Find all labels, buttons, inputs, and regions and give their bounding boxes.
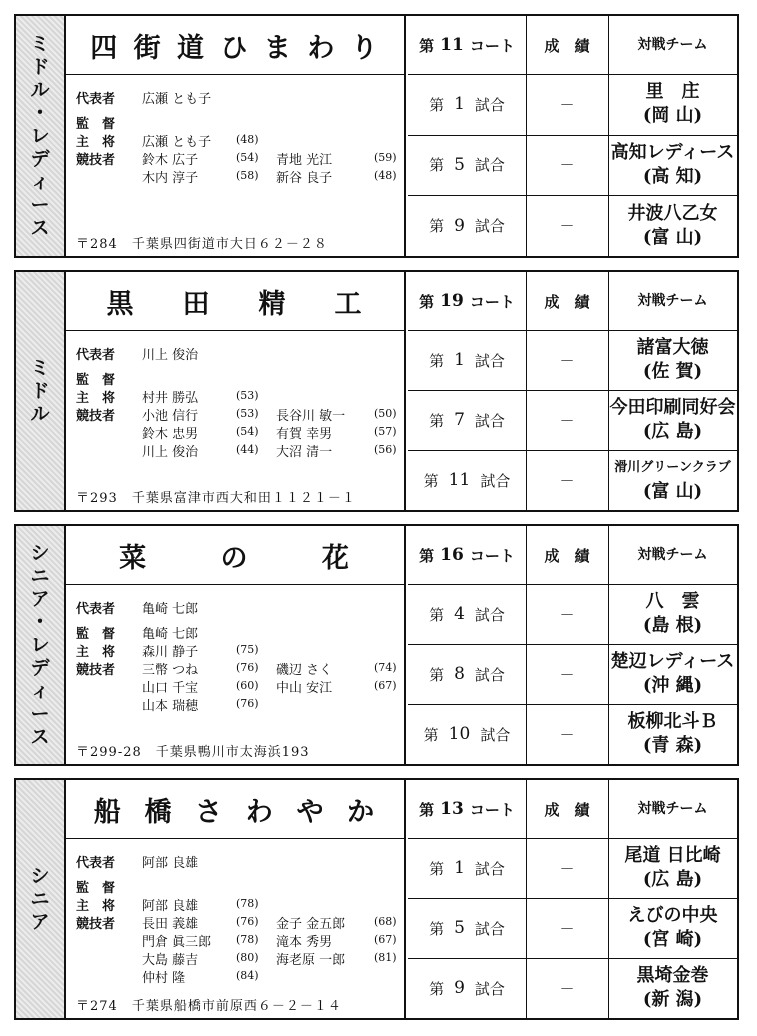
team-info <box>64 780 406 1018</box>
match-number <box>408 898 527 958</box>
match-number <box>408 644 527 704</box>
opponent-prefecture: (広 島) <box>642 421 703 442</box>
opponent-prefecture: (岡 山) <box>642 105 703 127</box>
player-name: 磯辺 さく <box>276 663 333 678</box>
captain-label: 主 将 <box>76 645 116 660</box>
representative-name: 阿部 良雄 <box>142 856 199 871</box>
match-result: － <box>526 584 609 644</box>
opponent <box>608 330 737 390</box>
captain-age: (53) <box>236 389 259 402</box>
team-card <box>14 270 739 512</box>
match-prefix: 第 <box>423 725 439 744</box>
match-num: 4 <box>454 604 465 624</box>
coach-name: 亀崎 七郎 <box>142 627 199 642</box>
opponent-prefecture: (富 山) <box>642 226 703 248</box>
player-age: (74) <box>374 661 397 674</box>
team-card <box>14 778 739 1020</box>
category-char: ス <box>30 216 50 239</box>
team-info <box>64 16 406 256</box>
match-prefix: 第 <box>429 605 445 624</box>
match-result: － <box>526 838 609 898</box>
team-name-char: 船 <box>93 796 121 828</box>
coach-label: 監 督 <box>76 117 116 132</box>
match-num: 7 <box>454 410 465 430</box>
player-name: 中山 安江 <box>276 681 333 696</box>
opponent <box>608 838 737 898</box>
team-name-char: や <box>296 796 324 828</box>
category-char: レ <box>30 124 50 147</box>
match-number <box>408 704 527 764</box>
match-num: 5 <box>454 918 465 938</box>
match-suffix: 試合 <box>474 979 505 998</box>
category-char: ド <box>30 55 50 78</box>
match-suffix: 試合 <box>474 605 505 624</box>
match-number <box>408 584 527 644</box>
opponent <box>608 898 737 958</box>
category-char: ド <box>30 379 50 402</box>
player-age: (58) <box>236 169 259 182</box>
representative-label: 代表者 <box>76 92 116 107</box>
opponent-prefecture: (沖 縄) <box>642 675 703 696</box>
team-name-char: ま <box>263 32 291 64</box>
player-name: 川上 俊治 <box>142 445 199 460</box>
court-header-row <box>408 526 737 585</box>
coach-label: 監 督 <box>76 881 116 896</box>
opponent-name: えびの中央 <box>627 905 718 926</box>
team-name-char: 黒 <box>106 288 134 320</box>
opponent <box>608 584 737 644</box>
team-name-char: 菜 <box>119 542 147 574</box>
players-label: 競技者 <box>76 409 116 424</box>
court-header-row <box>408 780 737 839</box>
court-prefix: 第 <box>419 546 435 565</box>
match-number <box>408 838 527 898</box>
match-result: － <box>526 330 609 390</box>
player-age: (76) <box>236 661 259 674</box>
court-number <box>408 526 527 584</box>
category-char: ル <box>30 78 50 101</box>
category-char: ア <box>30 910 50 933</box>
player-name: 鈴木 忠男 <box>142 427 199 442</box>
match-suffix: 試合 <box>474 351 505 370</box>
match-suffix: 試合 <box>480 725 511 744</box>
team-name-char: 四 <box>90 32 118 64</box>
court-suffix: コート <box>469 800 515 819</box>
category-label <box>16 780 66 1018</box>
match-prefix: 第 <box>429 919 445 938</box>
match-suffix: 試合 <box>474 919 505 938</box>
match-num: 11 <box>448 470 471 490</box>
opponent <box>608 74 737 135</box>
match-number <box>408 74 527 135</box>
representative-label: 代表者 <box>76 348 116 363</box>
match-suffix: 試合 <box>474 859 505 878</box>
captain-age: (78) <box>236 897 259 910</box>
match-num: 9 <box>454 215 465 236</box>
match-prefix: 第 <box>429 95 445 114</box>
team-name-char: 街 <box>133 32 161 64</box>
team-info <box>64 526 406 764</box>
category-char: レ <box>30 633 50 656</box>
opponent-name: 八 雲 <box>645 591 700 612</box>
match-result: － <box>526 135 609 196</box>
opponent-prefecture: (青 森) <box>642 735 703 756</box>
opponent-prefecture: (広 島) <box>642 869 703 890</box>
match-num: 1 <box>454 94 465 115</box>
captain-label: 主 将 <box>76 899 116 914</box>
team-address: 〒284 千葉県四街道市大日６２－２８ <box>76 237 328 252</box>
captain-age: (48) <box>236 133 259 146</box>
category-label <box>16 526 66 764</box>
player-name: 長田 義雄 <box>142 917 199 932</box>
match-suffix: 試合 <box>474 217 505 236</box>
player-age: (57) <box>374 425 397 438</box>
result-header: 成 績 <box>526 780 609 838</box>
match-row <box>408 644 737 705</box>
team-name-char: 工 <box>334 288 362 320</box>
match-suffix: 試合 <box>474 411 505 430</box>
player-name: 山本 瑞穂 <box>142 699 199 714</box>
match-result: － <box>526 644 609 704</box>
opponent <box>608 195 737 256</box>
court-suffix: コート <box>469 292 515 311</box>
representative-name: 亀崎 七郎 <box>142 602 199 617</box>
match-result: － <box>526 390 609 450</box>
category-char: ア <box>30 587 50 610</box>
player-name: 有賀 幸男 <box>276 427 333 442</box>
match-number <box>408 450 527 510</box>
court-num: 11 <box>440 35 464 55</box>
match-number <box>408 330 527 390</box>
team-name-char: わ <box>307 32 335 64</box>
category-char: ィ <box>30 170 50 193</box>
player-name: 小池 信行 <box>142 409 199 424</box>
match-result: － <box>526 958 609 1018</box>
opponent-name: 板柳北斗Ｂ <box>627 711 718 732</box>
category-char: デ <box>30 656 50 679</box>
category-label <box>16 272 66 510</box>
opponent-name: 井波八乙女 <box>627 202 718 224</box>
court-number <box>408 16 527 74</box>
team-name <box>64 526 404 585</box>
team-card <box>14 14 739 258</box>
category-char: ニ <box>30 564 50 587</box>
players-label: 競技者 <box>76 917 116 932</box>
match-result: － <box>526 898 609 958</box>
match-prefix: 第 <box>429 217 445 236</box>
court-prefix: 第 <box>419 800 435 819</box>
category-char: デ <box>30 147 50 170</box>
player-name: 木内 淳子 <box>142 171 199 186</box>
player-age: (78) <box>236 933 259 946</box>
court-suffix: コート <box>469 36 515 55</box>
team-name-char: わ <box>245 796 273 828</box>
player-age: (76) <box>236 915 259 928</box>
player-age: (81) <box>374 951 397 964</box>
match-num: 5 <box>454 154 465 175</box>
opponent-name: 尾道 日比崎 <box>624 845 721 866</box>
players-label: 競技者 <box>76 663 116 678</box>
player-name: 海老原 一郎 <box>276 953 346 968</box>
player-name: 滝本 秀男 <box>276 935 333 950</box>
team-card <box>14 524 739 766</box>
player-age: (60) <box>236 679 259 692</box>
opponent-name: 里 庄 <box>645 81 700 103</box>
team-info <box>64 272 406 510</box>
court-num: 19 <box>440 291 464 311</box>
captain-name: 森川 静子 <box>142 645 199 660</box>
match-prefix: 第 <box>423 471 439 490</box>
opponent-name: 今田印刷同好会 <box>609 397 736 418</box>
player-age: (53) <box>236 407 259 420</box>
opponent-header: 対戦チーム <box>637 37 708 53</box>
opponent-name: 諸富大徳 <box>636 337 709 358</box>
category-char: ー <box>30 193 50 216</box>
player-age: (67) <box>374 679 397 692</box>
match-schedule <box>408 16 737 256</box>
team-name-char: さ <box>195 796 223 828</box>
opponent-prefecture: (宮 崎) <box>642 929 703 950</box>
player-age: (80) <box>236 951 259 964</box>
captain-label: 主 将 <box>76 391 116 406</box>
category-char: ミ <box>30 356 50 379</box>
match-row <box>408 838 737 899</box>
match-row <box>408 195 737 256</box>
player-age: (68) <box>374 915 397 928</box>
player-age: (56) <box>374 443 397 456</box>
match-suffix: 試合 <box>474 156 505 175</box>
category-char: シ <box>30 864 50 887</box>
captain-name: 村井 勝弘 <box>142 391 199 406</box>
coach-label: 監 督 <box>76 627 116 642</box>
team-name-char: 道 <box>177 32 205 64</box>
player-name: 山口 千宝 <box>142 681 199 696</box>
player-name: 仲村 隆 <box>142 971 186 986</box>
representative-label: 代表者 <box>76 856 116 871</box>
opponent-prefecture: (高 知) <box>642 165 703 187</box>
captain-name: 広瀬 とも子 <box>142 135 212 150</box>
court-num: 13 <box>440 799 464 819</box>
player-age: (54) <box>236 151 259 164</box>
captain-age: (75) <box>236 643 259 656</box>
result-header: 成 績 <box>526 272 609 330</box>
match-row <box>408 135 737 197</box>
team-address: 〒274 千葉県船橋市前原西６－２－１４ <box>76 999 342 1014</box>
match-prefix: 第 <box>429 411 445 430</box>
player-age: (54) <box>236 425 259 438</box>
player-age: (84) <box>236 969 259 982</box>
match-row <box>408 74 737 136</box>
match-suffix: 試合 <box>474 665 505 684</box>
team-name-char: 橋 <box>144 796 172 828</box>
player-age: (67) <box>374 933 397 946</box>
player-name: 門倉 眞三郎 <box>142 935 212 950</box>
match-num: 8 <box>454 664 465 684</box>
team-name-char: の <box>220 542 248 574</box>
opponent <box>608 958 737 1018</box>
match-row <box>408 958 737 1018</box>
match-schedule <box>408 780 737 1018</box>
result-header: 成 績 <box>526 16 609 74</box>
captain-label: 主 将 <box>76 135 116 150</box>
opponent <box>608 644 737 704</box>
team-address: 〒299-28 千葉県鴨川市太海浜193 <box>76 745 310 760</box>
opponent-prefecture: (富 山) <box>642 481 703 502</box>
opponent-name: 黒埼金巻 <box>636 965 709 986</box>
category-char: ル <box>30 402 50 425</box>
category-char: ィ <box>30 679 50 702</box>
team-address: 〒293 千葉県富津市西大和田１１２１－１ <box>76 491 356 506</box>
team-name <box>64 16 404 75</box>
category-char: ス <box>30 725 50 748</box>
team-name-char: 精 <box>258 288 286 320</box>
opponent-header: 対戦チーム <box>637 293 708 309</box>
representative-name: 広瀬 とも子 <box>142 92 212 107</box>
player-name: 青地 光江 <box>276 153 333 168</box>
match-num: 1 <box>454 350 465 370</box>
team-name-char: 花 <box>321 542 349 574</box>
match-prefix: 第 <box>429 979 445 998</box>
player-name: 鈴木 広子 <box>142 153 199 168</box>
player-name: 三幣 つね <box>142 663 199 678</box>
match-num: 9 <box>454 978 465 998</box>
match-number <box>408 958 527 1018</box>
team-name <box>64 780 404 839</box>
opponent-prefecture: (佐 賀) <box>642 361 703 382</box>
match-row <box>408 450 737 510</box>
match-row <box>408 390 737 451</box>
match-row <box>408 704 737 764</box>
opponent <box>608 135 737 196</box>
category-char: ・ <box>30 101 50 124</box>
match-row <box>408 898 737 959</box>
team-name-char: 田 <box>182 288 210 320</box>
player-age: (48) <box>374 169 397 182</box>
opponent-prefecture: (新 潟) <box>642 989 703 1010</box>
match-prefix: 第 <box>429 665 445 684</box>
match-schedule <box>408 526 737 764</box>
player-age: (44) <box>236 443 259 456</box>
player-name: 大沼 清一 <box>276 445 333 460</box>
match-num: 1 <box>454 858 465 878</box>
category-char: ・ <box>30 610 50 633</box>
match-result: － <box>526 704 609 764</box>
match-result: － <box>526 450 609 510</box>
team-name-char: ひ <box>220 32 248 64</box>
players-label: 競技者 <box>76 153 116 168</box>
player-age: (59) <box>374 151 397 164</box>
match-prefix: 第 <box>429 156 445 175</box>
court-header-row <box>408 16 737 75</box>
team-name-char: か <box>347 796 375 828</box>
court-suffix: コート <box>469 546 515 565</box>
player-name: 長谷川 敏一 <box>276 409 346 424</box>
match-number <box>408 390 527 450</box>
coach-label: 監 督 <box>76 373 116 388</box>
match-suffix: 試合 <box>480 471 511 490</box>
court-prefix: 第 <box>419 292 435 311</box>
court-num: 16 <box>440 545 464 565</box>
category-char: シ <box>30 541 50 564</box>
player-name: 大島 藤吉 <box>142 953 199 968</box>
opponent <box>608 390 737 450</box>
representative-name: 川上 俊治 <box>142 348 199 363</box>
opponent-prefecture: (島 根) <box>642 615 703 636</box>
opponent-header: 対戦チーム <box>637 801 708 817</box>
category-label <box>16 16 66 256</box>
match-number <box>408 135 527 196</box>
category-char: ー <box>30 702 50 725</box>
match-num: 10 <box>448 724 471 744</box>
player-name: 新谷 良子 <box>276 171 333 186</box>
player-age: (76) <box>236 697 259 710</box>
category-char: ニ <box>30 887 50 910</box>
court-header-row <box>408 272 737 331</box>
match-row <box>408 330 737 391</box>
player-name: 金子 金五郎 <box>276 917 346 932</box>
court-number <box>408 780 527 838</box>
opponent-name: 滑川グリーンクラブ <box>614 460 731 475</box>
match-suffix: 試合 <box>474 95 505 114</box>
match-prefix: 第 <box>429 859 445 878</box>
match-prefix: 第 <box>429 351 445 370</box>
representative-label: 代表者 <box>76 602 116 617</box>
match-row <box>408 584 737 645</box>
opponent-name: 高知レディース <box>610 141 735 163</box>
match-number <box>408 195 527 256</box>
team-name <box>64 272 404 331</box>
opponent <box>608 450 737 510</box>
opponent-header: 対戦チーム <box>637 547 708 563</box>
match-schedule <box>408 272 737 510</box>
captain-name: 阿部 良雄 <box>142 899 199 914</box>
opponent-name: 楚辺レディース <box>610 651 735 672</box>
player-age: (50) <box>374 407 397 420</box>
court-number <box>408 272 527 330</box>
team-name-char: り <box>350 32 378 64</box>
match-result: － <box>526 74 609 135</box>
match-result: － <box>526 195 609 256</box>
court-prefix: 第 <box>419 36 435 55</box>
opponent <box>608 704 737 764</box>
result-header: 成 績 <box>526 526 609 584</box>
category-char: ミ <box>30 32 50 55</box>
